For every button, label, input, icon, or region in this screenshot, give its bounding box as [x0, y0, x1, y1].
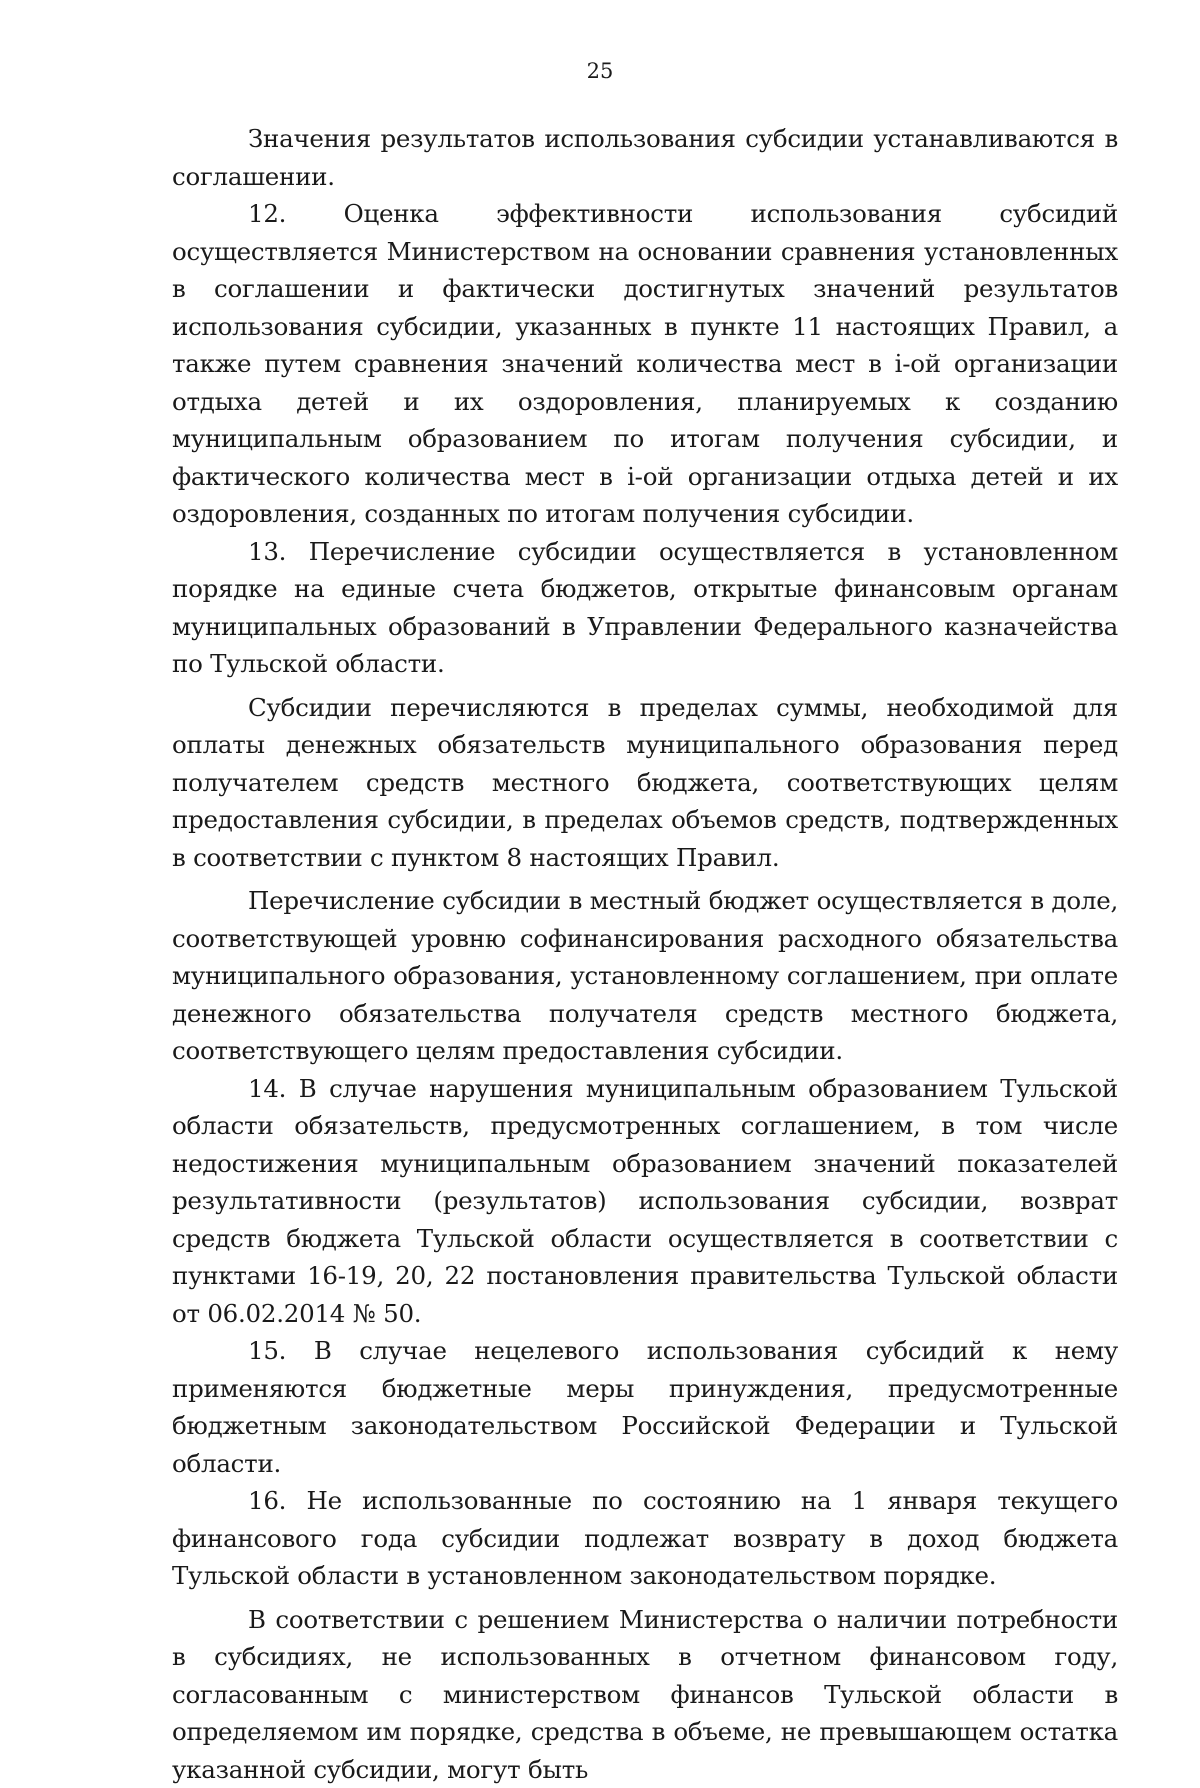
paragraph-ministry-decision: В соответствии с решением Министерства о наличии потребности в субсидиях, не использованных в отчетном финансовом году, согласованным с министерством финансов Тульской области в определяемом им порядке, средства в объеме, не превышающем остатка указанной субсидии, могут быть: [172, 1601, 1118, 1788]
paragraph-results-values: Значения результатов использования субсидии устанавливаются в соглашении.: [172, 120, 1118, 195]
paragraph-14-violation: 14. В случае нарушения муниципальным образованием Тульской области обязательств, предусмотренных соглашением, в том числе недостижения муниципальным образованием значений показателей результативности (результатов) использования субсидии, возврат средств бюджета Тульской области осуществляется в соответствии с пунктами 16-19, 20, 22 постановления правительства Тульской области от 06.02.2014 № 50.: [172, 1070, 1118, 1333]
paragraph-transfer-share: Перечисление субсидии в местный бюджет осуществляется в доле, соответствующей уровню софинансирования расходного обязательства муниципального образования, установленному соглашением, при оплате денежного обязательства получателя средств местного бюджета, соответствующего целям предоставления субсидии.: [172, 882, 1118, 1070]
document-body: [172, 120, 1118, 1788]
paragraph-transfer-limits: Субсидии перечисляются в пределах суммы, необходимой для оплаты денежных обязательств муниципального образования перед получателем средств местного бюджета, соответствующих целям предоставления субсидии, в пределах объемов средств, подтвержденных в соответствии с пунктом 8 настоящих Правил.: [172, 689, 1118, 877]
paragraph-13-transfer: 13. Перечисление субсидии осуществляется в установленном порядке на единые счета бюджетов, открытые финансовым органам муниципальных образований в Управлении Федерального казначейства по Тульской области.: [172, 533, 1118, 683]
paragraph-12-effectiveness: 12. Оценка эффективности использования субсидий осуществляется Министерством на основании сравнения установленных в соглашении и фактически достигнутых значений результатов использования субсидии, указанных в пункте 11 настоящих Правил, а также путем сравнения значений количества мест в i-ой организации отдыха детей и их оздоровления, планируемых к созданию муниципальным образованием по итогам получения субсидии, и фактического количества мест в i-ой организации отдыха детей и их оздоровления, созданных по итогам получения субсидии.: [172, 195, 1118, 533]
paragraph-15-misuse: 15. В случае нецелевого использования субсидий к нему применяются бюджетные меры принуждения, предусмотренные бюджетным законодательством Российской Федерации и Тульской области.: [172, 1332, 1118, 1482]
paragraph-16-unused-return: 16. Не использованные по состоянию на 1 января текущего финансового года субсидии подлежат возврату в доход бюджета Тульской области в установленном законодательством порядке.: [172, 1482, 1118, 1595]
page-number: 25: [0, 58, 1200, 84]
